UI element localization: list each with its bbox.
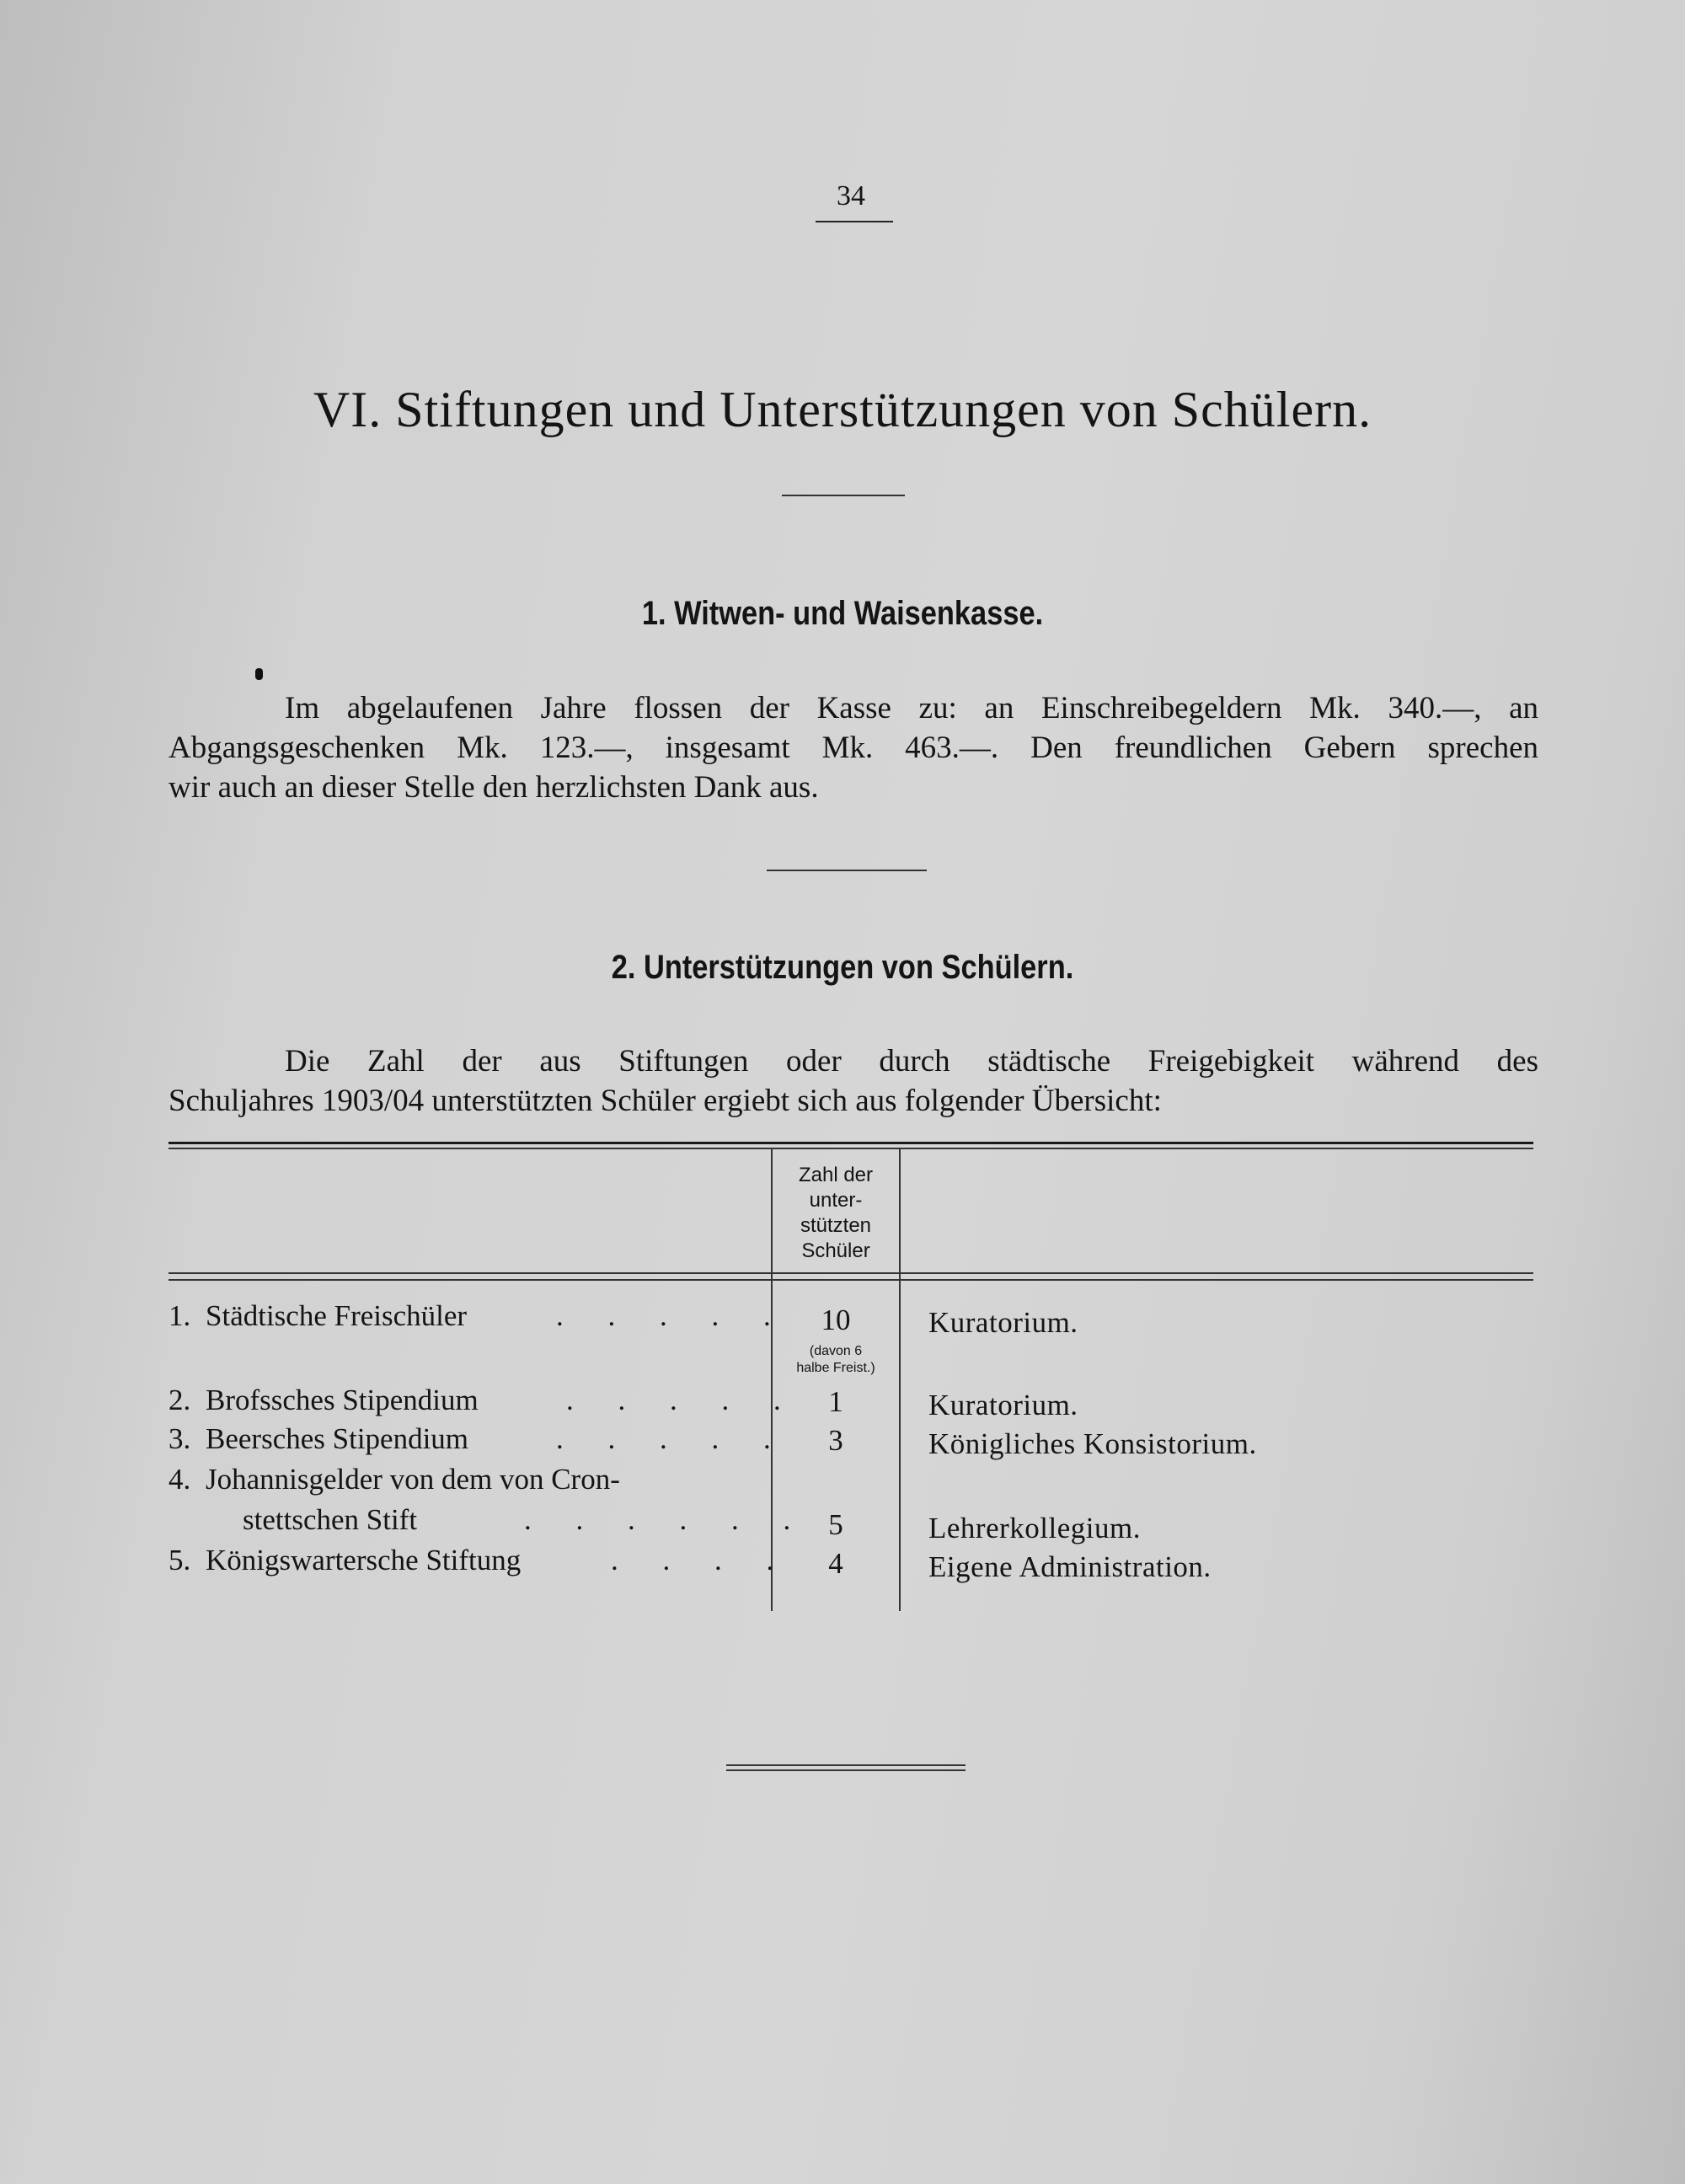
paragraph-line: wir auch an dieser Stelle den herzlichsten Dank aus.: [168, 770, 819, 805]
header-line: Zahl der: [798, 1164, 874, 1186]
chapter-divider: [782, 495, 905, 496]
section-title-witwenkasse: 1. Witwen- und Waisenkasse.: [641, 595, 1044, 632]
paragraph-line: Die Zahl der aus Stiftungen oder durch städtische Freigebigkeit während des: [285, 1044, 1538, 1079]
row-number: 5.: [168, 1544, 191, 1576]
section-title-unterstuetzungen: 2. Unterstützungen von Schülern.: [611, 949, 1074, 986]
count-column-header: [773, 1163, 899, 1264]
section-divider: [767, 870, 927, 871]
page-number-rule: [816, 221, 893, 222]
chapter-title: VI. Stiftungen und Unterstützungen von Schülern.: [313, 382, 1372, 437]
row-count: 10: [821, 1303, 851, 1336]
table-top-rule: [168, 1142, 1533, 1144]
row-admin: Eigene Administration.: [928, 1550, 1212, 1583]
row-number: 4.: [168, 1463, 191, 1496]
paragraph-line: Abgangsgeschenken Mk. 123.—, insgesamt Mk. 463.—. Den freundlichen Gebern sprechen: [168, 731, 1538, 765]
row-admin: Lehrerkollegium.: [928, 1512, 1141, 1544]
row-count: 1: [828, 1385, 843, 1418]
table-top-rule-2: [168, 1148, 1533, 1149]
row-text: Beersches Stipendium: [206, 1422, 469, 1455]
table-header-rule-2: [168, 1279, 1533, 1281]
row-dots: . . . . .: [566, 1384, 800, 1416]
row-text: Städtische Freischüler: [206, 1299, 468, 1332]
row-label: [168, 1422, 468, 1456]
row-dots: . . . . .: [556, 1299, 789, 1332]
bullet-mark: [255, 668, 263, 680]
row-count: 4: [828, 1547, 843, 1580]
row-count: 3: [828, 1424, 843, 1457]
row-number: 3.: [168, 1422, 191, 1455]
table-header-rule: [168, 1272, 1533, 1274]
header-line: Schüler: [801, 1239, 870, 1262]
row-number: 1.: [168, 1299, 191, 1332]
row-admin: Königliches Konsistorium.: [928, 1427, 1257, 1460]
header-line: stützten: [800, 1214, 872, 1237]
paragraph-line: Im abgelaufenen Jahre flossen der Kasse zu: an Einschreibegeldern Mk. 340.—, an: [285, 691, 1538, 725]
closing-rule-2: [726, 1769, 966, 1771]
note-line: (davon 6: [809, 1344, 863, 1358]
row-dots: . . . . . .: [524, 1503, 810, 1536]
row-number: 2.: [168, 1384, 191, 1416]
row-text: Johannisgelder von dem von Cron-: [206, 1463, 620, 1496]
row-note: [773, 1343, 899, 1377]
row-dots: . . . .: [611, 1544, 793, 1576]
header-line: unter-: [809, 1189, 863, 1212]
row-text: Brofssches Stipendium: [206, 1384, 479, 1416]
row-label-continuation: stettschen Stift: [243, 1503, 418, 1536]
note-line: halbe Freist.): [796, 1361, 875, 1375]
paragraph-line: Schuljahres 1903/04 unterstützten Schüler ergiebt sich aus folgender Übersicht:: [168, 1084, 1162, 1118]
closing-rule: [726, 1764, 966, 1766]
row-label: [168, 1384, 479, 1417]
paragraph-witwenkasse: [168, 688, 1538, 807]
table-col-line-right: [899, 1149, 901, 1611]
row-count: 5: [828, 1508, 843, 1541]
row-dots: . . . . .: [556, 1422, 789, 1455]
page-number: 34: [837, 180, 865, 211]
row-label: [168, 1463, 620, 1496]
paragraph-unterstuetzungen: [168, 1041, 1538, 1121]
row-label: [168, 1544, 521, 1577]
row-admin: Kuratorium.: [928, 1306, 1078, 1339]
row-text: Königswartersche Stiftung: [206, 1544, 522, 1576]
row-label: [168, 1299, 467, 1333]
row-admin: Kuratorium.: [928, 1389, 1078, 1421]
